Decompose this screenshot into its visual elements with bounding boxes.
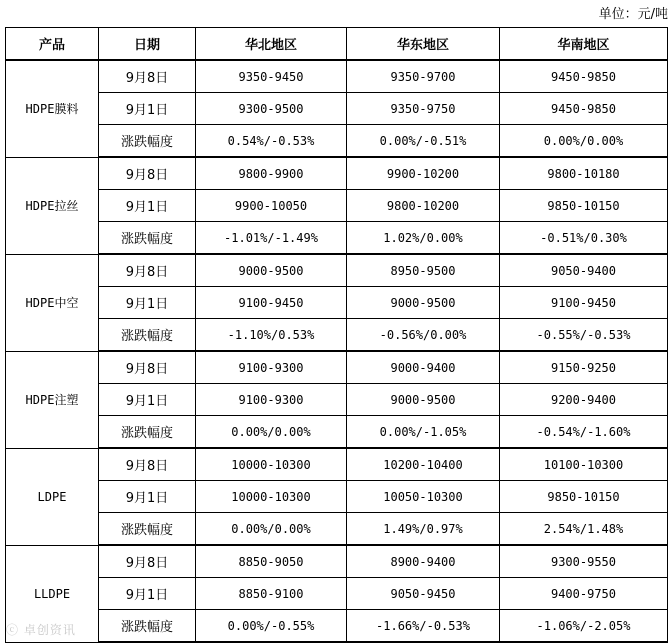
south-price-cell: -0.54%/-1.60% [500, 416, 668, 449]
date-cell: 9月8日 [99, 448, 196, 481]
table-row [6, 610, 668, 643]
table-row [6, 190, 668, 222]
north-price-cell: 0.00%/-0.55% [196, 610, 347, 643]
north-price-cell: 10000-10300 [196, 481, 347, 513]
east-price-cell: 9800-10200 [347, 190, 500, 222]
header-date: 日期 [99, 28, 196, 61]
product-cell: LDPE [6, 448, 99, 545]
date-cell: 9月1日 [99, 190, 196, 222]
east-price-cell: 10050-10300 [347, 481, 500, 513]
north-price-cell: 9100-9450 [196, 287, 347, 319]
date-cell: 9月8日 [99, 351, 196, 384]
date-cell: 涨跌幅度 [99, 319, 196, 352]
north-price-cell: 8850-9100 [196, 578, 347, 610]
north-price-cell: 9900-10050 [196, 190, 347, 222]
table-row [6, 448, 668, 481]
table-row [6, 222, 668, 255]
header-row [6, 28, 668, 61]
north-price-cell: -1.10%/0.53% [196, 319, 347, 352]
south-price-cell: 10100-10300 [500, 448, 668, 481]
east-price-cell: 9350-9700 [347, 60, 500, 93]
date-cell: 9月1日 [99, 287, 196, 319]
north-price-cell: 8850-9050 [196, 545, 347, 578]
north-price-cell: 9800-9900 [196, 157, 347, 190]
east-price-cell: 1.02%/0.00% [347, 222, 500, 255]
south-price-cell: 9200-9400 [500, 384, 668, 416]
east-price-cell: 9900-10200 [347, 157, 500, 190]
product-cell: HDPE拉丝 [6, 157, 99, 254]
north-price-cell: 0.00%/0.00% [196, 416, 347, 449]
north-price-cell: 9000-9500 [196, 254, 347, 287]
south-price-cell: 9300-9550 [500, 545, 668, 578]
east-price-cell: 9000-9500 [347, 287, 500, 319]
south-price-cell: 9150-9250 [500, 351, 668, 384]
product-cell: HDPE中空 [6, 254, 99, 351]
north-price-cell: 9300-9500 [196, 93, 347, 125]
price-table [5, 27, 668, 643]
east-price-cell: 8900-9400 [347, 545, 500, 578]
date-cell: 9月8日 [99, 60, 196, 93]
east-price-cell: 10200-10400 [347, 448, 500, 481]
south-price-cell: 0.00%/0.00% [500, 125, 668, 158]
table-row [6, 416, 668, 449]
table-row [6, 384, 668, 416]
table-row [6, 578, 668, 610]
date-cell: 涨跌幅度 [99, 610, 196, 643]
south-price-cell: -0.55%/-0.53% [500, 319, 668, 352]
product-cell: HDPE注塑 [6, 351, 99, 448]
table-row [6, 254, 668, 287]
header-east: 华东地区 [347, 28, 500, 61]
header-north: 华北地区 [196, 28, 347, 61]
north-price-cell: 9350-9450 [196, 60, 347, 93]
date-cell: 涨跌幅度 [99, 513, 196, 546]
east-price-cell: -0.56%/0.00% [347, 319, 500, 352]
south-price-cell: 9450-9850 [500, 93, 668, 125]
east-price-cell: 9000-9400 [347, 351, 500, 384]
north-price-cell: 9100-9300 [196, 351, 347, 384]
table-row [6, 319, 668, 352]
date-cell: 9月1日 [99, 481, 196, 513]
product-cell: HDPE膜料 [6, 60, 99, 157]
table-row [6, 351, 668, 384]
table-row [6, 93, 668, 125]
date-cell: 涨跌幅度 [99, 222, 196, 255]
table-row [6, 60, 668, 93]
date-cell: 9月8日 [99, 254, 196, 287]
south-price-cell: 2.54%/1.48% [500, 513, 668, 546]
east-price-cell: 8950-9500 [347, 254, 500, 287]
table-row [6, 513, 668, 546]
table-row [6, 287, 668, 319]
north-price-cell: 0.54%/-0.53% [196, 125, 347, 158]
south-price-cell: 9100-9450 [500, 287, 668, 319]
south-price-cell: 9800-10180 [500, 157, 668, 190]
header-south: 华南地区 [500, 28, 668, 61]
north-price-cell: 9100-9300 [196, 384, 347, 416]
watermark-logo: ⓒ 卓创资讯 [6, 623, 76, 637]
unit-label: 单位：元/吨 [598, 7, 668, 22]
date-cell: 9月1日 [99, 384, 196, 416]
east-price-cell: 9350-9750 [347, 93, 500, 125]
south-price-cell: 9050-9400 [500, 254, 668, 287]
south-price-cell: 9850-10150 [500, 481, 668, 513]
table-row [6, 481, 668, 513]
table-row [6, 125, 668, 158]
date-cell: 涨跌幅度 [99, 125, 196, 158]
north-price-cell: -1.01%/-1.49% [196, 222, 347, 255]
south-price-cell: 9400-9750 [500, 578, 668, 610]
date-cell: 9月8日 [99, 545, 196, 578]
date-cell: 9月1日 [99, 578, 196, 610]
east-price-cell: 0.00%/-1.05% [347, 416, 500, 449]
south-price-cell: 9450-9850 [500, 60, 668, 93]
table-body [6, 60, 668, 642]
south-price-cell: -1.06%/-2.05% [500, 610, 668, 643]
date-cell: 9月8日 [99, 157, 196, 190]
east-price-cell: 9050-9450 [347, 578, 500, 610]
east-price-cell: 0.00%/-0.51% [347, 125, 500, 158]
north-price-cell: 0.00%/0.00% [196, 513, 347, 546]
east-price-cell: 9000-9500 [347, 384, 500, 416]
header-product: 产品 [6, 28, 99, 61]
date-cell: 涨跌幅度 [99, 416, 196, 449]
product-cell: LLDPE [6, 545, 99, 642]
south-price-cell: 9850-10150 [500, 190, 668, 222]
south-price-cell: -0.51%/0.30% [500, 222, 668, 255]
east-price-cell: 1.49%/0.97% [347, 513, 500, 546]
east-price-cell: -1.66%/-0.53% [347, 610, 500, 643]
north-price-cell: 10000-10300 [196, 448, 347, 481]
table-row [6, 545, 668, 578]
date-cell: 9月1日 [99, 93, 196, 125]
table-row [6, 157, 668, 190]
